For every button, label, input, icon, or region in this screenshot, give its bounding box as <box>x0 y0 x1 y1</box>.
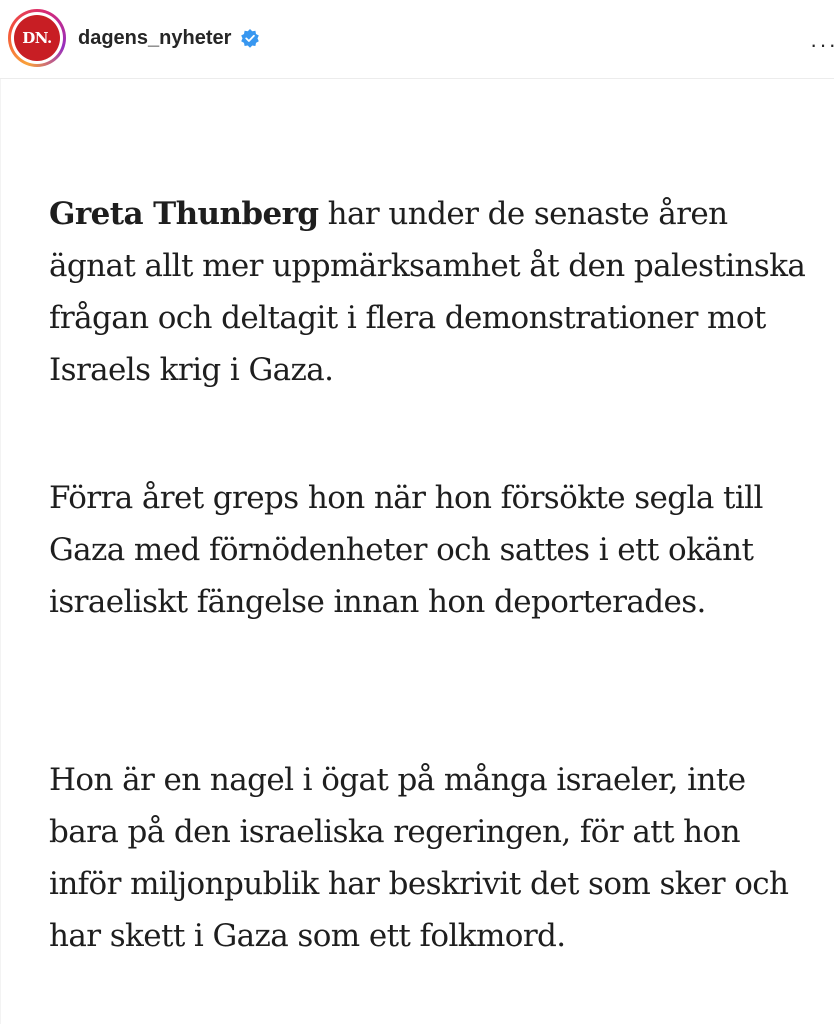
paragraph-2: Förra året greps hon när hon försökte segla till Gaza med förnödenheter och sattes i ett okänt israeliskt fängelse innan hon deporterades. <box>49 480 763 620</box>
story-ring[interactable] <box>8 9 66 67</box>
verified-badge-icon <box>240 28 260 48</box>
paragraph-1-bold: Greta Thunberg <box>49 196 319 232</box>
paragraph-1 <box>49 188 809 396</box>
paragraph-1-text: har under de senaste åren ägnat allt mer uppmärksamhet åt den palestinska frågan och deltagit i flera demonstrationer mot Israels krig i Gaza. <box>49 196 806 388</box>
paragraph-3: Hon är en nagel i ögat på många israeler, inte bara på den israeliska regeringen, för att hon inför miljonpublik har beskrivit det som sker och har skett i Gaza som ett folkmord. <box>49 762 789 954</box>
avatar[interactable]: DN. <box>14 15 60 61</box>
avatar-frame <box>11 12 63 64</box>
more-options-icon[interactable]: ··· <box>810 32 838 57</box>
username-link[interactable]: dagens_nyheter <box>78 27 232 49</box>
post-header <box>0 0 838 79</box>
post-image <box>0 79 835 1024</box>
